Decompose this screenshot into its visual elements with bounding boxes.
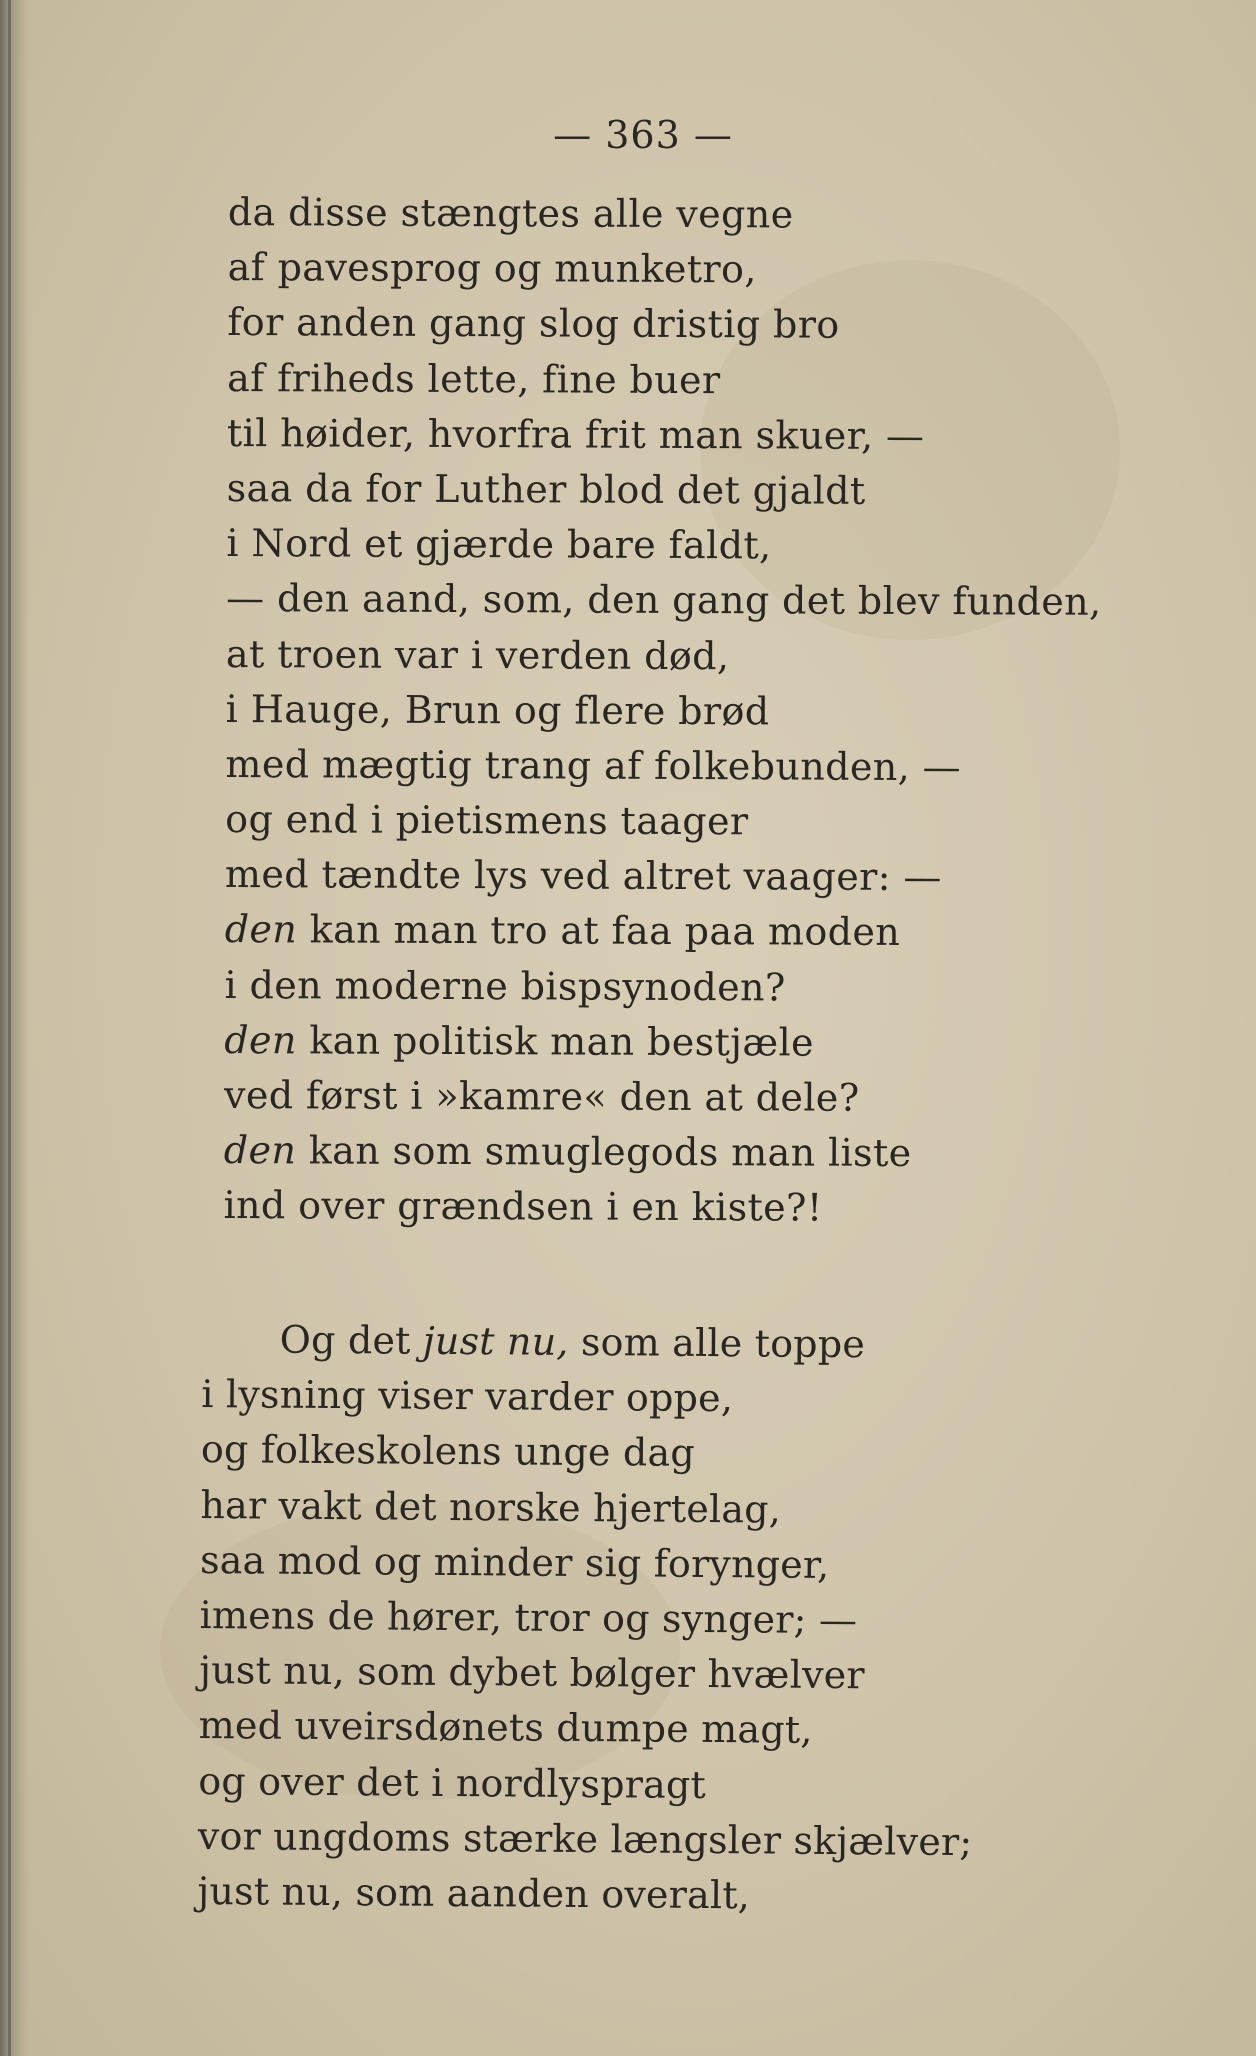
verse-text: af friheds lette, fine buer bbox=[227, 355, 721, 402]
verse-line bbox=[200, 1533, 975, 1594]
verse-line bbox=[228, 185, 1104, 244]
verse-text: og end i pietismens taager bbox=[225, 797, 749, 844]
verse-line bbox=[223, 1178, 1099, 1237]
verse-line bbox=[227, 461, 1103, 520]
page-spine-shadow bbox=[0, 0, 30, 2056]
verse-line bbox=[227, 351, 1103, 410]
verse-text: for anden gang slog dristig bro bbox=[227, 300, 840, 348]
verse-line bbox=[224, 1123, 1100, 1182]
verse-line bbox=[198, 1809, 973, 1870]
verse-text: just nu, som dybet bølger hvælver bbox=[199, 1648, 865, 1698]
verse-text: at troen var i verden død, bbox=[225, 631, 730, 678]
verse-text: til høider, hvorfra frit man skuer, — bbox=[226, 410, 925, 458]
verse-text: i Hauge, Brun og flere brød bbox=[225, 686, 770, 734]
verse-text: med mægtig trang af folkebunden, — bbox=[225, 741, 962, 790]
verse-line bbox=[224, 1013, 1100, 1072]
verse-line bbox=[224, 1068, 1100, 1127]
page-number: — 363 — bbox=[553, 113, 733, 157]
verse-text: — den aand, som, den gang det blev funden, bbox=[226, 576, 1102, 625]
verse-text: i lysning viser varder oppe, bbox=[201, 1372, 734, 1421]
italic-text: den bbox=[224, 907, 298, 952]
stanza-1 bbox=[223, 185, 1103, 1237]
verse-text: i Nord et gjærde bare faldt, bbox=[226, 521, 772, 568]
verse-text: saa da for Luther blod det gjaldt bbox=[226, 465, 866, 513]
verse-line bbox=[201, 1367, 976, 1428]
verse-line bbox=[225, 902, 1101, 961]
verse-line bbox=[224, 958, 1100, 1017]
verse-text: Og det bbox=[279, 1317, 424, 1363]
verse-text: saa mod og minder sig forynger, bbox=[199, 1537, 830, 1587]
verse-text: som alle toppe bbox=[568, 1319, 866, 1367]
verse-line bbox=[225, 792, 1101, 851]
verse-line bbox=[226, 682, 1102, 741]
verse-line bbox=[226, 571, 1102, 630]
verse-text: kan politisk man bestjæle bbox=[296, 1018, 815, 1065]
verse-line bbox=[198, 1753, 973, 1814]
verse-line bbox=[201, 1422, 976, 1483]
verse-text: ved først i »kamre« den at dele? bbox=[223, 1072, 860, 1120]
verse-line bbox=[225, 847, 1101, 906]
verse-text: imens de hører, tror og synger; — bbox=[199, 1592, 858, 1643]
verse-line bbox=[199, 1643, 974, 1704]
verse-text: med tændte lys ved altret vaager: — bbox=[224, 852, 942, 900]
verse-line bbox=[226, 626, 1102, 685]
binding-edge bbox=[8, 0, 11, 2056]
verse-text: i den moderne bispsynoden? bbox=[224, 962, 786, 1010]
verse-text: har vakt det norske hjertelag, bbox=[200, 1482, 782, 1532]
verse-line bbox=[225, 737, 1101, 796]
verse-line bbox=[228, 240, 1104, 299]
verse-text: af pavesprog og munketro, bbox=[227, 245, 757, 292]
italic-text: den bbox=[223, 1128, 297, 1173]
italic-text: just nu, bbox=[422, 1318, 569, 1364]
verse-line bbox=[227, 406, 1103, 465]
italic-text: den bbox=[224, 1017, 297, 1063]
verse-text: da disse stængtes alle vegne bbox=[227, 189, 794, 237]
verse-line bbox=[226, 516, 1102, 575]
verse-line bbox=[227, 295, 1103, 354]
verse-text: just nu, som aanden overalt, bbox=[197, 1868, 751, 1918]
verse-line bbox=[200, 1478, 975, 1539]
verse-text: og over det i nordlyspragt bbox=[198, 1758, 707, 1807]
verse-line bbox=[199, 1588, 974, 1649]
verse-line bbox=[199, 1698, 974, 1759]
verse-text: vor ungdoms stærke længsler skjælver; bbox=[197, 1813, 973, 1864]
verse-text: med uveirsdønets dumpe magt, bbox=[198, 1703, 813, 1753]
stanza-2 bbox=[197, 1312, 976, 1925]
verse-text: ind over grændsen i en kiste?! bbox=[223, 1183, 823, 1230]
verse-text: kan man tro at faa paa moden bbox=[297, 907, 901, 955]
verse-text: og folkeskolens unge dag bbox=[200, 1427, 696, 1476]
verse-line bbox=[197, 1864, 972, 1925]
verse-line bbox=[202, 1312, 977, 1373]
verse-text: kan som smuglegods man liste bbox=[296, 1128, 912, 1176]
